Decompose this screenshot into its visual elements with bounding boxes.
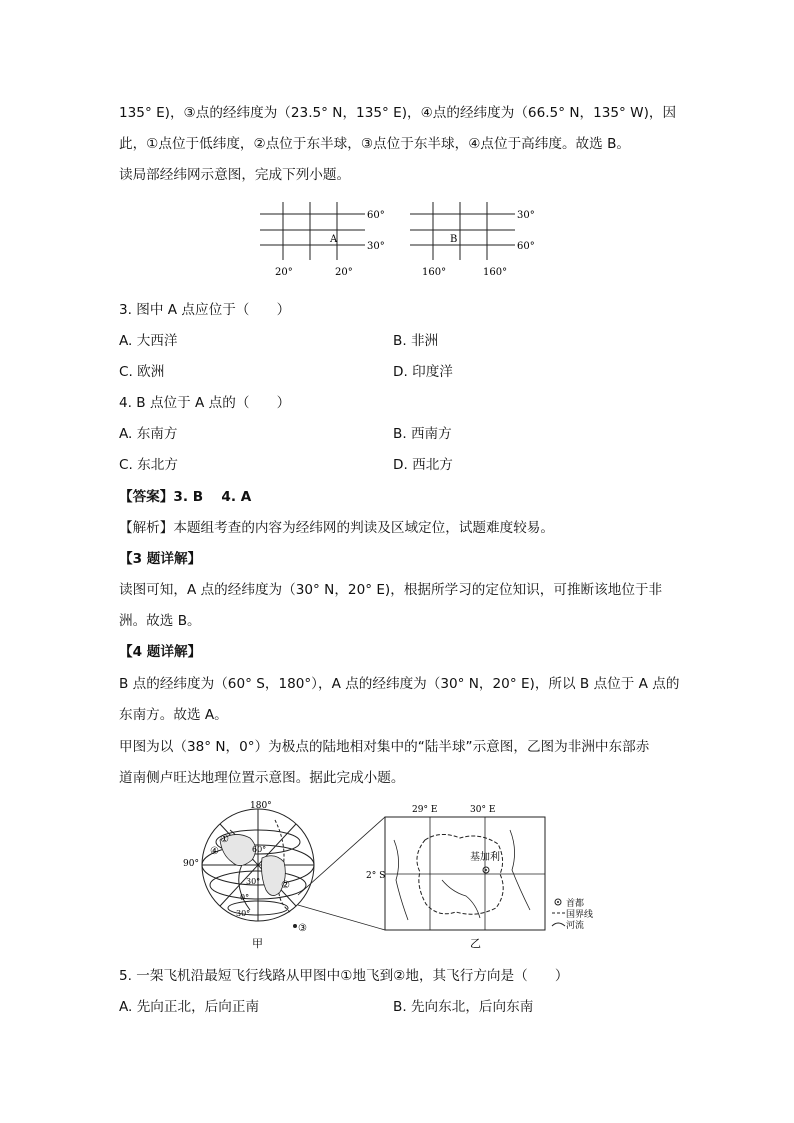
legend-border-label: 国界线 <box>566 910 594 920</box>
lat-lon-grid-figure <box>255 200 545 285</box>
analysis-line: 【解析】本题组考查的内容为经纬网的判读及区域定位，试题难度较易。 <box>119 520 554 536</box>
globe-marker-3: ③ <box>298 923 307 934</box>
yi-caption: 乙 <box>470 937 481 950</box>
globe-marker-2: ② <box>281 880 290 891</box>
grid-left <box>260 202 365 260</box>
globe-lat-30-label: 30° <box>246 877 261 886</box>
detail4-line-1: B 点的经纬度为（60° S，180°），A 点的经纬度为（30° N，20° E)，所以 B 点位于 A 点的 <box>119 676 680 692</box>
left-lat-top-label: 60° <box>367 210 385 221</box>
globe-lat-0-label: 0° <box>240 893 250 902</box>
q3-option-c[interactable]: C. 欧洲 <box>119 364 165 380</box>
q4-option-d[interactable]: D. 西北方 <box>393 457 453 473</box>
lon-30e-label: 30° E <box>470 805 496 815</box>
rwanda-map-frame <box>385 817 545 930</box>
q5-stem: 5. 一架飞机沿最短飞行线路从甲图中①地飞到②地，其飞行方向是（ ） <box>119 968 569 984</box>
river-1 <box>394 840 408 920</box>
globe-jia <box>202 809 314 921</box>
globe-lat-60-label: 60° <box>252 845 267 854</box>
q4-option-c[interactable]: C. 东北方 <box>119 457 178 473</box>
q3-stem: 3. 图中 A 点应位于（ ） <box>119 302 291 318</box>
globe-lon-90-label: 90° <box>183 859 199 869</box>
intro2-line-2: 道南侧卢旺达地理位置示意图。据此完成小题。 <box>119 770 405 786</box>
q5-option-b[interactable]: B. 先向东北，后向东南 <box>393 999 534 1015</box>
intro-line-2: 此，①点位于低纬度，②点位于东半球，③点位于东半球，④点位于高纬度。故选 B。 <box>119 136 630 152</box>
jia-caption: 甲 <box>252 937 263 950</box>
detail4-heading: 【4 题详解】 <box>119 644 202 660</box>
q4-option-b[interactable]: B. 西南方 <box>393 426 452 442</box>
legend-capital-label: 首都 <box>566 899 585 909</box>
right-lon-left-label: 160° <box>422 267 447 278</box>
q3-option-b[interactable]: B. 非洲 <box>393 333 439 349</box>
river-2 <box>510 830 530 910</box>
globe-point-3 <box>293 924 297 928</box>
globe-lon-180-label: 180° <box>250 801 272 811</box>
intro2-line-1: 甲图为以（38° N，0°）为极点的陆地相对集中的“陆半球”示意图，乙图为非洲中东部赤 <box>119 739 650 755</box>
right-lat-top-label: 30° <box>517 210 535 221</box>
detail4-line-2: 东南方。故选 A。 <box>119 707 228 723</box>
detail3-heading: 【3 题详解】 <box>119 551 202 567</box>
q4-option-a[interactable]: A. 东南方 <box>119 426 178 442</box>
point-a-label: A <box>330 234 338 245</box>
q4-stem: 4. B 点位于 A 点的（ ） <box>119 395 291 411</box>
globe-marker-1: ① <box>220 834 229 845</box>
lat-2s-label: 2° S <box>366 871 386 881</box>
left-lon-right-label: 20° <box>335 267 353 278</box>
intro-line-1: 135° E)，③点的经纬度为（23.5° N，135° E)，④点的经纬度为（66.5° N，135° W)，因 <box>119 105 677 121</box>
capital-kigali-label: 基加利 <box>470 852 500 863</box>
right-lon-right-label: 160° <box>483 267 508 278</box>
q3-option-d[interactable]: D. 印度洋 <box>393 364 453 380</box>
lon-29e-label: 29° E <box>412 805 438 815</box>
answer-line: 【答案】3. B 4. A <box>119 489 252 505</box>
river-3 <box>442 880 480 918</box>
detail3-line-2: 洲。故选 B。 <box>119 613 201 629</box>
globe-marker-4: ④ <box>210 846 219 857</box>
left-lat-bottom-label: 30° <box>367 241 385 252</box>
point-b-label: B <box>450 234 458 245</box>
left-lon-left-label: 20° <box>275 267 293 278</box>
intro-line-3: 读局部经纬网示意图，完成下列小题。 <box>119 167 351 183</box>
legend-river-icon <box>552 923 565 926</box>
detail3-line-1: 读图可知，A 点的经纬度为（30° N，20° E)，根据所学习的定位知识，可推断该地位于非 <box>119 582 663 598</box>
q3-option-a[interactable]: A. 大西洋 <box>119 333 178 349</box>
right-lat-bottom-label: 60° <box>517 241 535 252</box>
q5-option-a[interactable]: A. 先向正北，后向正南 <box>119 999 260 1015</box>
legend-river-label: 河流 <box>566 921 585 931</box>
grid-right <box>410 202 515 260</box>
map-figure <box>180 800 620 952</box>
globe-lat-30b-label: 30° <box>236 909 251 918</box>
